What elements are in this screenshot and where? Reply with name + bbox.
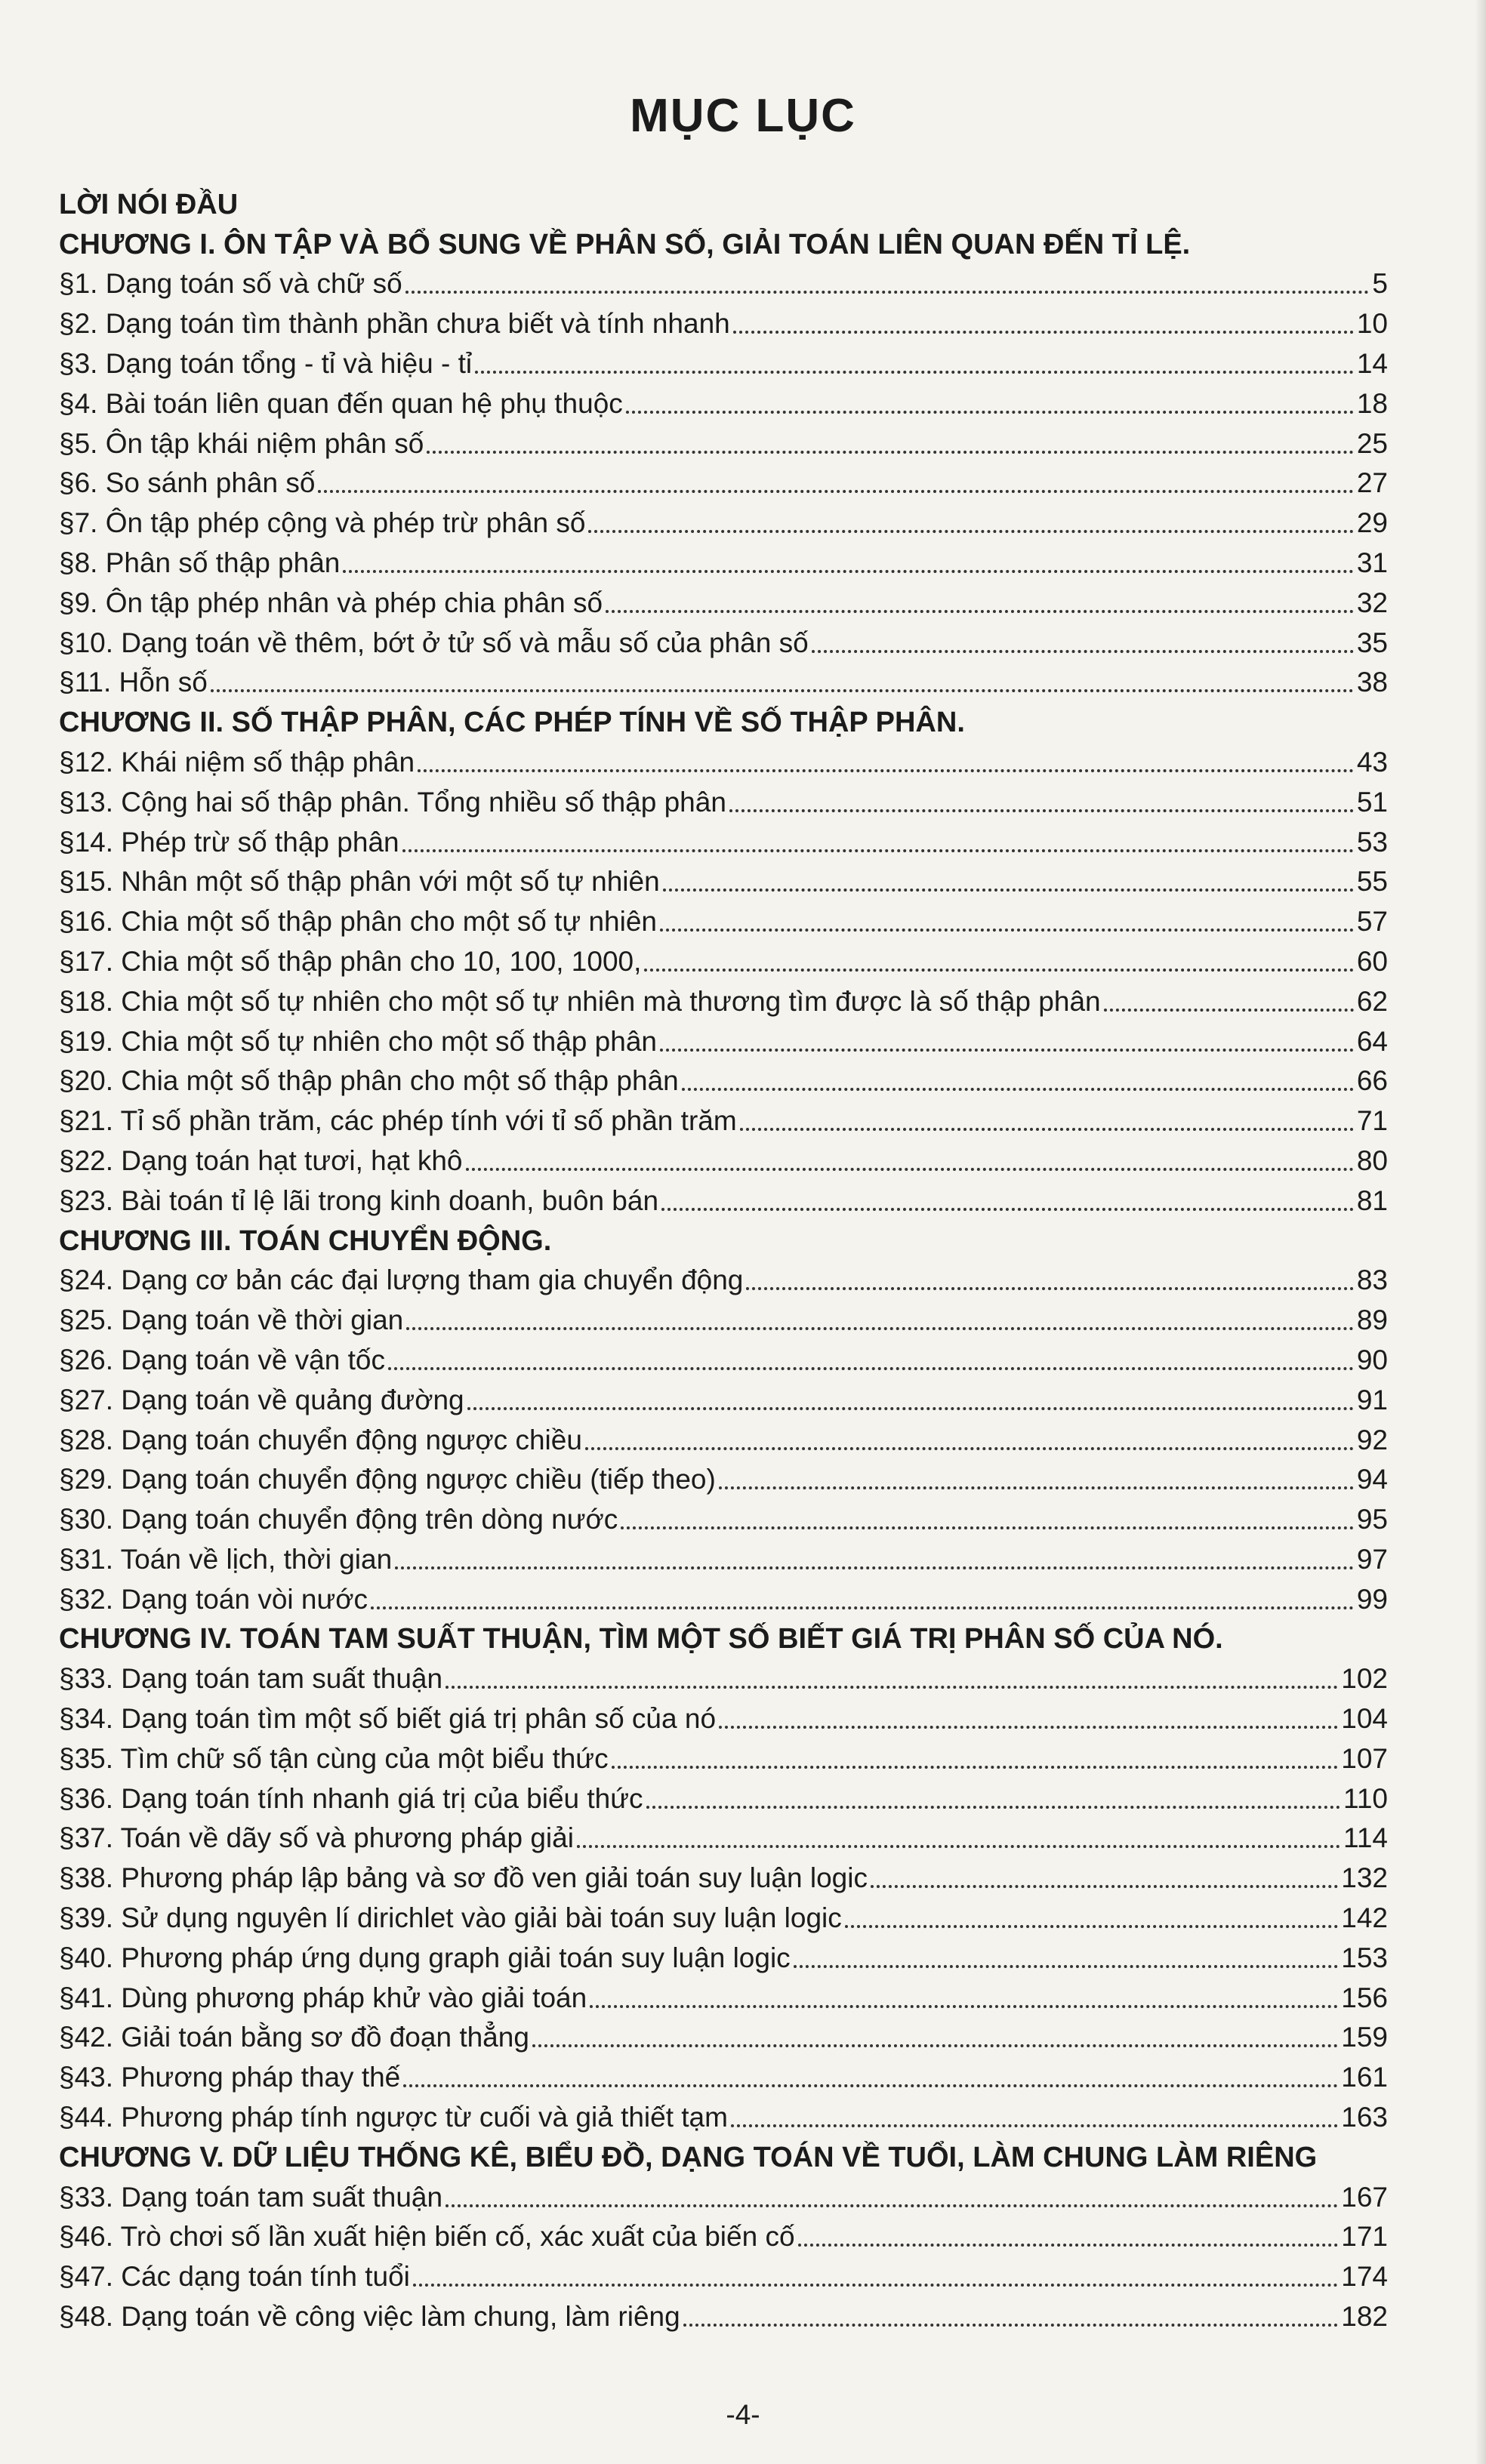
toc-entry	[59, 1576, 1388, 1616]
toc-entry-label: CHƯƠNG II. SỐ THẬP PHÂN, CÁC PHÉP TÍNH VỀ SỐ THẬP PHÂN.	[59, 707, 965, 739]
dot-leader	[418, 769, 1354, 772]
toc-entry-page: 38	[1356, 667, 1388, 698]
toc-entry-label: §10. Dạng toán về thêm, bớt ở tử số và mẫu số của phân số	[59, 627, 809, 658]
toc-chapter-heading	[59, 221, 1388, 261]
toc-entry-page: 32	[1356, 587, 1388, 618]
toc-entry	[59, 1696, 1388, 1736]
dot-leader	[588, 530, 1353, 533]
toc-entry-page: 29	[1356, 507, 1388, 539]
toc-entry-label: §40. Phương pháp ứng dụng graph giải toán suy luận logic	[59, 1942, 791, 1973]
toc-entry-label: §14. Phép trừ số thập phân	[59, 826, 399, 858]
dot-leader	[406, 1327, 1354, 1330]
toc-entry	[59, 819, 1388, 859]
toc-entry-page: 102	[1341, 1663, 1388, 1695]
toc-entry	[59, 620, 1388, 660]
toc-entry	[59, 1018, 1388, 1058]
toc-entry-page: 99	[1356, 1583, 1388, 1615]
toc-entry	[59, 1337, 1388, 1377]
toc-entry-label: §18. Chia một số tự nhiên cho một số tự nhiên mà thương tìm được là số thập phân	[59, 985, 1101, 1017]
dot-leader	[798, 2244, 1339, 2247]
dot-leader	[585, 1447, 1354, 1450]
dot-leader	[746, 1287, 1353, 1290]
toc-entry-page: 132	[1341, 1862, 1388, 1894]
dot-leader	[612, 1766, 1339, 1769]
toc-entry	[59, 859, 1388, 899]
toc-entry-label: §25. Dạng toán về thời gian	[59, 1304, 404, 1336]
toc-entry	[59, 2253, 1388, 2293]
toc-entry	[59, 1457, 1388, 1497]
dot-leader	[733, 331, 1354, 334]
toc-entry-page: 53	[1356, 826, 1388, 858]
dot-leader	[427, 451, 1353, 454]
toc-entry-label: §15. Nhân một số thập phân với một số tự nhiên	[59, 866, 660, 898]
toc-entry	[59, 1178, 1388, 1218]
toc-entry	[59, 1935, 1388, 1975]
toc-entry-page: 97	[1356, 1543, 1388, 1575]
toc-entry-page: 161	[1341, 2062, 1388, 2093]
toc-chapter-heading	[59, 699, 1388, 739]
toc-entry-label: §46. Trò chơi số lần xuất hiện biến cố, xác xuất của biến cố	[59, 2221, 795, 2253]
toc-entry-page: 10	[1356, 308, 1388, 340]
toc-entry	[59, 898, 1388, 938]
toc-entry	[59, 1816, 1388, 1856]
toc-entry-page: 174	[1341, 2261, 1388, 2293]
toc-entry-label: §11. Hỗn số	[59, 667, 208, 698]
dot-leader	[318, 490, 1353, 493]
toc-entry-label: §43. Phương pháp thay thế	[59, 2062, 401, 2093]
toc-entry-page: 27	[1356, 467, 1388, 499]
toc-entry	[59, 660, 1388, 700]
dot-leader	[812, 650, 1354, 653]
toc-entry-page: 171	[1341, 2221, 1388, 2253]
toc-entry-label: §31. Toán về lịch, thời gian	[59, 1543, 393, 1575]
dot-leader	[660, 929, 1354, 932]
toc-entry-label: §39. Sử dụng nguyên lí dirichlet vào giải bài toán suy luận logic	[59, 1902, 842, 1934]
dot-leader	[626, 411, 1354, 414]
toc-entry	[59, 739, 1388, 779]
toc-entry-label: CHƯƠNG I. ÔN TẬP VÀ BỔ SUNG VỀ PHÂN SỐ, GIẢI TOÁN LIÊN QUAN ĐẾN TỈ LỆ.	[59, 228, 1191, 260]
dot-leader	[590, 2005, 1338, 2008]
toc-entry	[59, 2174, 1388, 2214]
toc-entry-page: 14	[1356, 347, 1388, 379]
toc-entry-page: 167	[1341, 2181, 1388, 2213]
toc-entry	[59, 1736, 1388, 1776]
toc-entry-label: §9. Ôn tập phép nhân và phép chia phân số	[59, 587, 603, 618]
toc-entry	[59, 340, 1388, 380]
dot-leader	[395, 1566, 1354, 1569]
toc-entry-page: 107	[1341, 1742, 1388, 1774]
toc-entry	[59, 300, 1388, 340]
toc-entry-label: CHƯƠNG III. TOÁN CHUYỂN ĐỘNG.	[59, 1224, 552, 1257]
dot-leader	[683, 2324, 1339, 2327]
dot-leader	[405, 291, 1370, 294]
toc-entry	[59, 2094, 1388, 2134]
toc-entry-page: 92	[1356, 1424, 1388, 1455]
toc-entry-page: 163	[1341, 2102, 1388, 2133]
dot-leader	[644, 969, 1353, 972]
toc-entry	[59, 1536, 1388, 1576]
toc-entry	[59, 580, 1388, 620]
dot-leader	[466, 1168, 1354, 1171]
dot-leader	[413, 2284, 1338, 2287]
toc-entry-page: 110	[1343, 1782, 1388, 1814]
toc-entry	[59, 779, 1388, 819]
toc-entry-page: 25	[1356, 427, 1388, 459]
toc-entry-page: 31	[1356, 547, 1388, 578]
dot-leader	[794, 1965, 1339, 1968]
toc-entry	[59, 938, 1388, 978]
toc-entry	[59, 1776, 1388, 1816]
toc-entry-page: 83	[1356, 1264, 1388, 1296]
toc-entry	[59, 1895, 1388, 1935]
toc-entry	[59, 1138, 1388, 1178]
toc-entry-label: §41. Dùng phương pháp khử vào giải toán	[59, 1982, 587, 2013]
toc-entry-page: 182	[1341, 2301, 1388, 2333]
toc-entry	[59, 261, 1388, 301]
toc-entry-label: §33. Dạng toán tam suất thuận	[59, 2181, 443, 2213]
toc-entry	[59, 2015, 1388, 2055]
dot-leader	[1104, 1009, 1354, 1012]
toc-entry	[59, 1975, 1388, 2015]
toc-entry	[59, 1496, 1388, 1536]
toc-entry-page: 156	[1341, 1982, 1388, 2013]
toc-chapter-heading	[59, 1616, 1388, 1656]
toc-entry-page: 51	[1356, 786, 1388, 818]
toc-entry-label: §27. Dạng toán về quảng đường	[59, 1384, 464, 1415]
toc-entry-label: §35. Tìm chữ số tận cùng của một biểu thức	[59, 1742, 609, 1774]
dot-leader	[577, 1845, 1340, 1848]
toc-entry-label: §13. Cộng hai số thập phân. Tổng nhiều số thập phân	[59, 786, 726, 818]
toc-entry-label: §4. Bài toán liên quan đến quan hệ phụ thuộc	[59, 387, 623, 419]
toc-entry-page: 80	[1356, 1144, 1388, 1176]
page-edge-shadow	[1475, 0, 1486, 2464]
toc-entry-label: §12. Khái niệm số thập phân	[59, 746, 415, 778]
dot-leader	[402, 849, 1354, 852]
toc-entry-label: §6. So sánh phân số	[59, 467, 316, 499]
toc-entry	[59, 978, 1388, 1018]
toc-entry-page: 64	[1356, 1025, 1388, 1057]
toc-entry-label: §44. Phương pháp tính ngược từ cuối và giả thiết tạm	[59, 2102, 728, 2133]
dot-leader	[661, 1208, 1354, 1211]
dot-leader	[871, 1885, 1338, 1888]
toc-chapter-heading	[59, 2134, 1388, 2174]
dot-leader	[445, 1686, 1338, 1689]
toc-entry-label: §32. Dạng toán vòi nước	[59, 1583, 368, 1615]
toc-entry	[59, 1855, 1388, 1895]
toc-entry-page: 90	[1356, 1344, 1388, 1375]
toc-entry-page: 71	[1356, 1105, 1388, 1137]
toc-entry-label: §21. Tỉ số phần trăm, các phép tính với tỉ số phần trăm	[59, 1105, 737, 1137]
toc-entry-page: 142	[1341, 1902, 1388, 1934]
toc-chapter-heading	[59, 181, 1388, 221]
toc-entry	[59, 1656, 1388, 1696]
toc-entry-label: §19. Chia một số tự nhiên cho một số thập phân	[59, 1025, 657, 1057]
toc-entry-label: §42. Giải toán bằng sơ đồ đoạn thẳng	[59, 2022, 529, 2053]
toc-chapter-heading	[59, 1218, 1388, 1258]
toc-entry	[59, 1417, 1388, 1457]
toc-entry-page: 35	[1356, 627, 1388, 658]
toc-entry-page: 91	[1356, 1384, 1388, 1415]
toc-entry-page: 153	[1341, 1942, 1388, 1973]
toc-entry-page: 94	[1356, 1464, 1388, 1495]
dot-leader	[388, 1367, 1354, 1370]
toc-entry	[59, 460, 1388, 500]
toc-entry	[59, 2293, 1388, 2333]
toc-entry-label: §33. Dạng toán tam suất thuận	[59, 1663, 443, 1695]
toc-entry	[59, 540, 1388, 580]
toc-entry-label: §7. Ôn tập phép cộng và phép trừ phân số	[59, 507, 586, 539]
toc-entry-page: 57	[1356, 906, 1388, 938]
dot-leader	[532, 2044, 1338, 2047]
toc-entry-page: 60	[1356, 945, 1388, 977]
toc-entry-label: §36. Dạng toán tính nhanh giá trị của biểu thức	[59, 1782, 643, 1814]
dot-leader	[845, 1925, 1338, 1928]
dot-leader	[682, 1088, 1354, 1091]
dot-leader	[729, 809, 1354, 812]
toc-entry-label: §2. Dạng toán tìm thành phần chưa biết và tính nhanh	[59, 308, 730, 340]
toc-entry-label: §23. Bài toán tỉ lệ lãi trong kinh doanh, buôn bán	[59, 1184, 659, 1216]
toc-entry-label: §28. Dạng toán chuyển động ngược chiều	[59, 1424, 582, 1455]
page-title: MỤC LỤC	[630, 90, 856, 142]
dot-leader	[646, 1806, 1340, 1809]
toc-entry-label: §3. Dạng toán tổng - tỉ và hiệu - tỉ	[59, 347, 473, 379]
toc-entry-label: §26. Dạng toán về vận tốc	[59, 1344, 385, 1375]
toc-entry-page: 159	[1341, 2022, 1388, 2053]
toc-entry-label: §17. Chia một số thập phân cho 10, 100, 1000,	[59, 945, 642, 977]
dot-leader	[475, 371, 1354, 374]
dot-leader	[343, 570, 1353, 573]
toc-entry-label: LỜI NÓI ĐẦU	[59, 188, 239, 220]
toc-entry-page: 95	[1356, 1504, 1388, 1535]
dot-leader	[740, 1128, 1354, 1131]
toc-entry	[59, 2214, 1388, 2254]
toc-entry-label: §8. Phân số thập phân	[59, 547, 341, 578]
dot-leader	[403, 2084, 1338, 2087]
toc-entry-page: 55	[1356, 866, 1388, 898]
toc-entry-label: CHƯƠNG V. DỮ LIỆU THỐNG KÊ, BIỂU ĐỒ, DẠNG TOÁN VỀ TUỔI, LÀM CHUNG LÀM RIÊNG	[59, 2141, 1318, 2173]
toc-entry-label: §47. Các dạng toán tính tuổi	[59, 2261, 410, 2293]
toc-entry	[59, 420, 1388, 460]
toc-entry	[59, 1377, 1388, 1417]
toc-entry-label: §37. Toán về dãy số và phương pháp giải	[59, 1822, 574, 1854]
dot-leader	[660, 1049, 1354, 1052]
toc-entry-label: §34. Dạng toán tìm một số biết giá trị phân số của nó	[59, 1703, 717, 1735]
toc-entry-label: §22. Dạng toán hạt tươi, hạt khô	[59, 1144, 463, 1176]
toc-entry-page: 66	[1356, 1065, 1388, 1097]
toc-entry-label: §1. Dạng toán số và chữ số	[59, 268, 402, 300]
toc-entry-label: §5. Ôn tập khái niệm phân số	[59, 427, 424, 459]
toc-entry-page: 5	[1372, 268, 1388, 300]
toc-entry	[59, 1058, 1388, 1098]
toc-entry-label: §16. Chia một số thập phân cho một số tự nhiên	[59, 906, 657, 938]
dot-leader	[606, 610, 1354, 613]
toc-entry-label: §24. Dạng cơ bản các đại lượng tham gia chuyển động	[59, 1264, 744, 1296]
toc-entry-page: 89	[1356, 1304, 1388, 1336]
toc-entry-label: §20. Chia một số thập phân cho một số thập phân	[59, 1065, 679, 1097]
dot-leader	[719, 1486, 1354, 1489]
dot-leader	[663, 889, 1354, 892]
dot-leader	[731, 2124, 1338, 2127]
toc-entry-page: 18	[1356, 387, 1388, 419]
page-number: -4-	[726, 2399, 760, 2430]
dot-leader	[621, 1526, 1354, 1529]
toc-entry	[59, 2054, 1388, 2094]
toc-entry-label: §30. Dạng toán chuyển động trên dòng nước	[59, 1504, 618, 1535]
toc-entry	[59, 1098, 1388, 1138]
toc-entry-label: §29. Dạng toán chuyển động ngược chiều (tiếp theo)	[59, 1464, 716, 1495]
toc-entry-page: 114	[1343, 1822, 1388, 1854]
toc-entry-label: CHƯƠNG IV. TOÁN TAM SUẤT THUẬN, TÌM MỘT SỐ BIẾT GIÁ TRỊ PHÂN SỐ CỦA NÓ.	[59, 1623, 1223, 1656]
toc-entry-page: 81	[1356, 1184, 1388, 1216]
dot-leader	[719, 1726, 1338, 1729]
toc-entry	[59, 380, 1388, 420]
table-of-contents	[59, 181, 1388, 2333]
toc-entry-page: 43	[1356, 746, 1388, 778]
dot-leader	[211, 689, 1354, 692]
dot-leader	[467, 1407, 1354, 1410]
toc-entry-label: §38. Phương pháp lập bảng và sơ đồ ven giải toán suy luận logic	[59, 1862, 868, 1894]
dot-leader	[445, 2204, 1338, 2207]
toc-entry-page: 104	[1341, 1703, 1388, 1735]
toc-entry	[59, 500, 1388, 540]
toc-entry-label: §48. Dạng toán về công việc làm chung, làm riêng	[59, 2301, 680, 2333]
toc-entry	[59, 1297, 1388, 1337]
toc-entry	[59, 1258, 1388, 1298]
toc-entry-page: 62	[1356, 985, 1388, 1017]
dot-leader	[371, 1606, 1354, 1609]
